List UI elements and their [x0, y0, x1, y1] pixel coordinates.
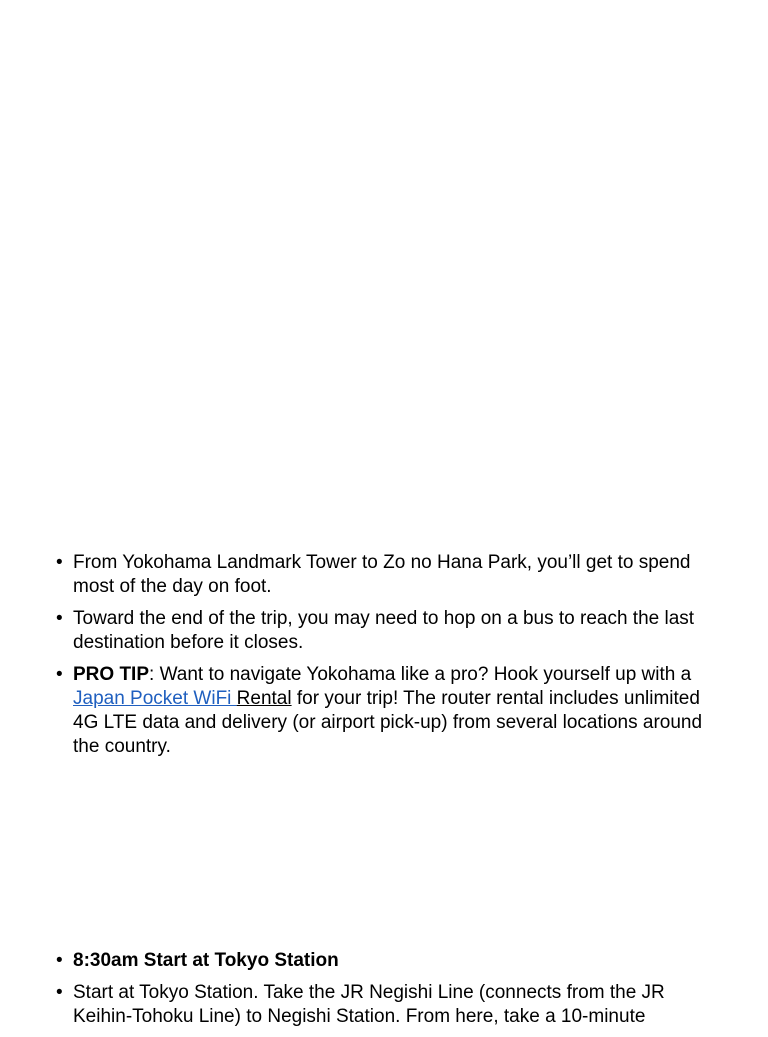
rental-link[interactable]: Rental	[236, 688, 292, 709]
list-item-text: From Yokohama Landmark Tower to Zo no Hana Park, you’ll get to spend most of the day on foot.	[73, 552, 691, 597]
list-item-text: Start at Tokyo Station. Take the JR Negishi Line (connects from the JR Keihin-Tohoku Line) to Negishi Station. From here, take a 10-minute	[73, 982, 665, 1027]
list-item-pro-tip	[56, 663, 706, 759]
bullet-icon: •	[56, 664, 63, 685]
bullet-icon: •	[56, 950, 63, 971]
list-item-tokyo-station	[56, 981, 706, 1029]
pro-tip-label: PRO TIP	[73, 664, 150, 685]
tips-list	[56, 551, 706, 767]
list-item-text: Toward the end of the trip, you may need to hop on a bus to reach the last destination before it closes.	[73, 608, 695, 653]
japan-pocket-wifi-link[interactable]: Japan Pocket WiFi	[73, 688, 237, 709]
list-item-bus	[56, 607, 706, 655]
bullet-icon: •	[56, 552, 63, 573]
list-item-on-foot	[56, 551, 706, 599]
pro-tip-text-after: for your trip! The router rental includes unlimited 4G LTE data and delivery (or airport pick-up) from several locations around the country.	[73, 688, 703, 757]
bullet-icon: •	[56, 608, 63, 629]
itinerary-heading: 8:30am Start at Tokyo Station	[73, 950, 339, 971]
list-item-heading	[56, 949, 706, 973]
bullet-icon: •	[56, 982, 63, 1003]
pro-tip-text-before: : Want to navigate Yokohama like a pro? Hook yourself up with a	[149, 664, 692, 685]
